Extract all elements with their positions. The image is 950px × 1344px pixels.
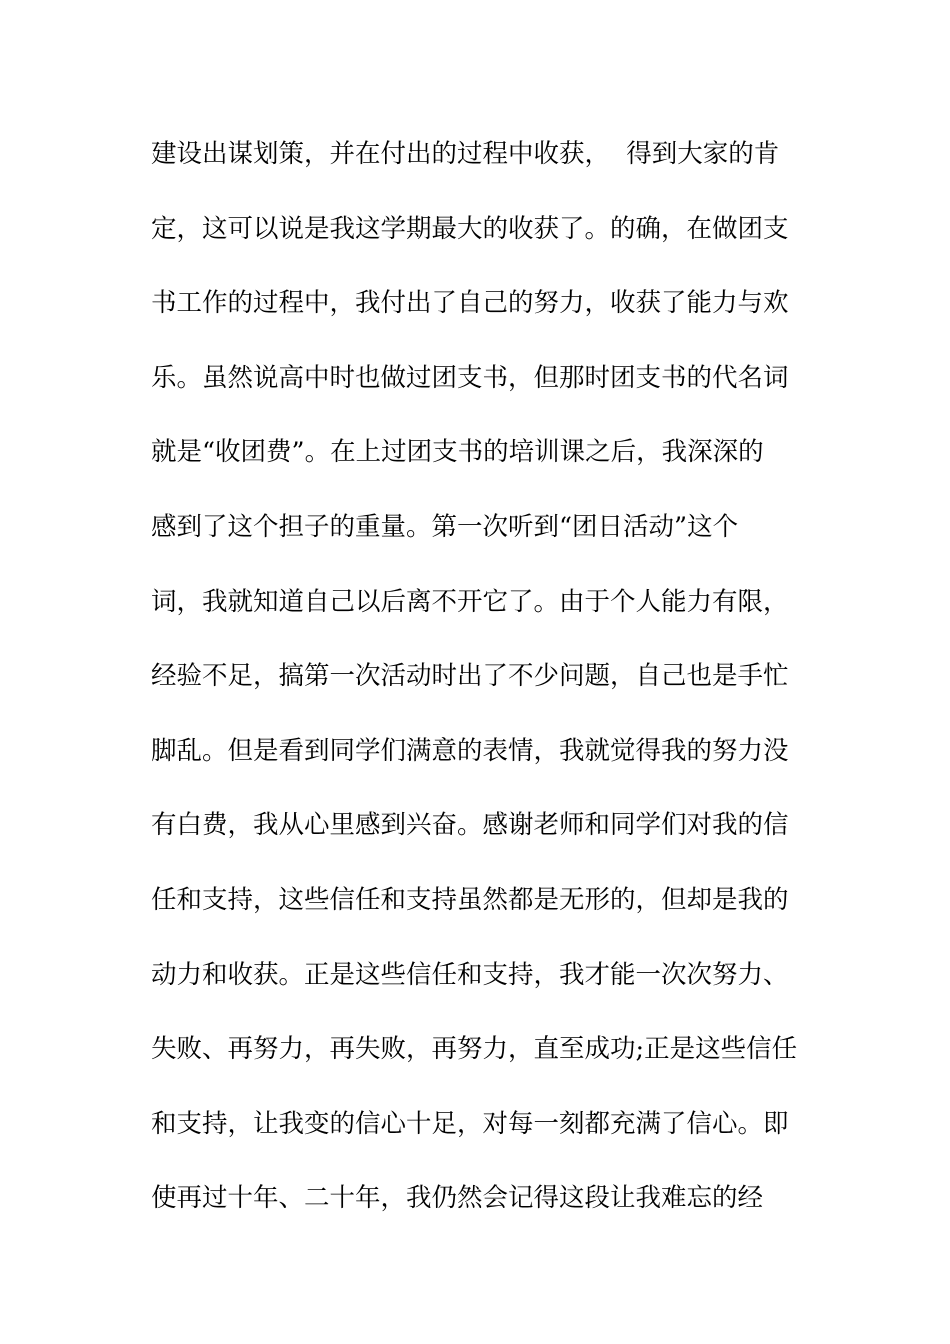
text-line: 建设出谋划策，并在付出的过程中收获， 得到大家的肯 — [151, 139, 780, 169]
text-line: 乐。虽然说高中时也做过团支书，但那时团支书的代名词 — [151, 362, 789, 393]
text-line: 失败、再努力，再失败，再努力，直至成功;正是这些信任 — [151, 1034, 798, 1065]
text-line: 词，我就知道自己以后离不开它了。由于个人能力有限， — [151, 586, 789, 617]
body-text — [151, 128, 851, 1247]
text-line: 定，这可以说是我这学期最大的收获了。的确，在做团支 — [151, 213, 789, 244]
text-line: 经验不足，搞第一次活动时出了不少问题，自己也是手忙 — [151, 661, 789, 692]
text-line: 使再过十年、二十年，我仍然会记得这段让我难忘的经 — [151, 1183, 764, 1214]
text-line: 脚乱。但是看到同学们满意的表情，我就觉得我的努力没 — [151, 735, 789, 766]
text-line: 任和支持，这些信任和支持虽然都是无形的，但却是我的 — [151, 884, 789, 915]
text-line: 有白费，我从心里感到兴奋。感谢老师和同学们对我的信 — [151, 810, 789, 841]
text-line: 就是“收团费”。在上过团支书的培训课之后，我深深的 — [151, 437, 764, 468]
text-line: 动力和收获。正是这些信任和支持，我才能一次次努力、 — [151, 959, 789, 990]
text-line: 书工作的过程中，我付出了自己的努力，收获了能力与欢 — [151, 288, 789, 319]
text-line: 感到了这个担子的重量。第一次听到“团日活动”这个 — [151, 511, 739, 542]
text-line: 和支持，让我变的信心十足，对每一刻都充满了信心。即 — [151, 1108, 789, 1139]
